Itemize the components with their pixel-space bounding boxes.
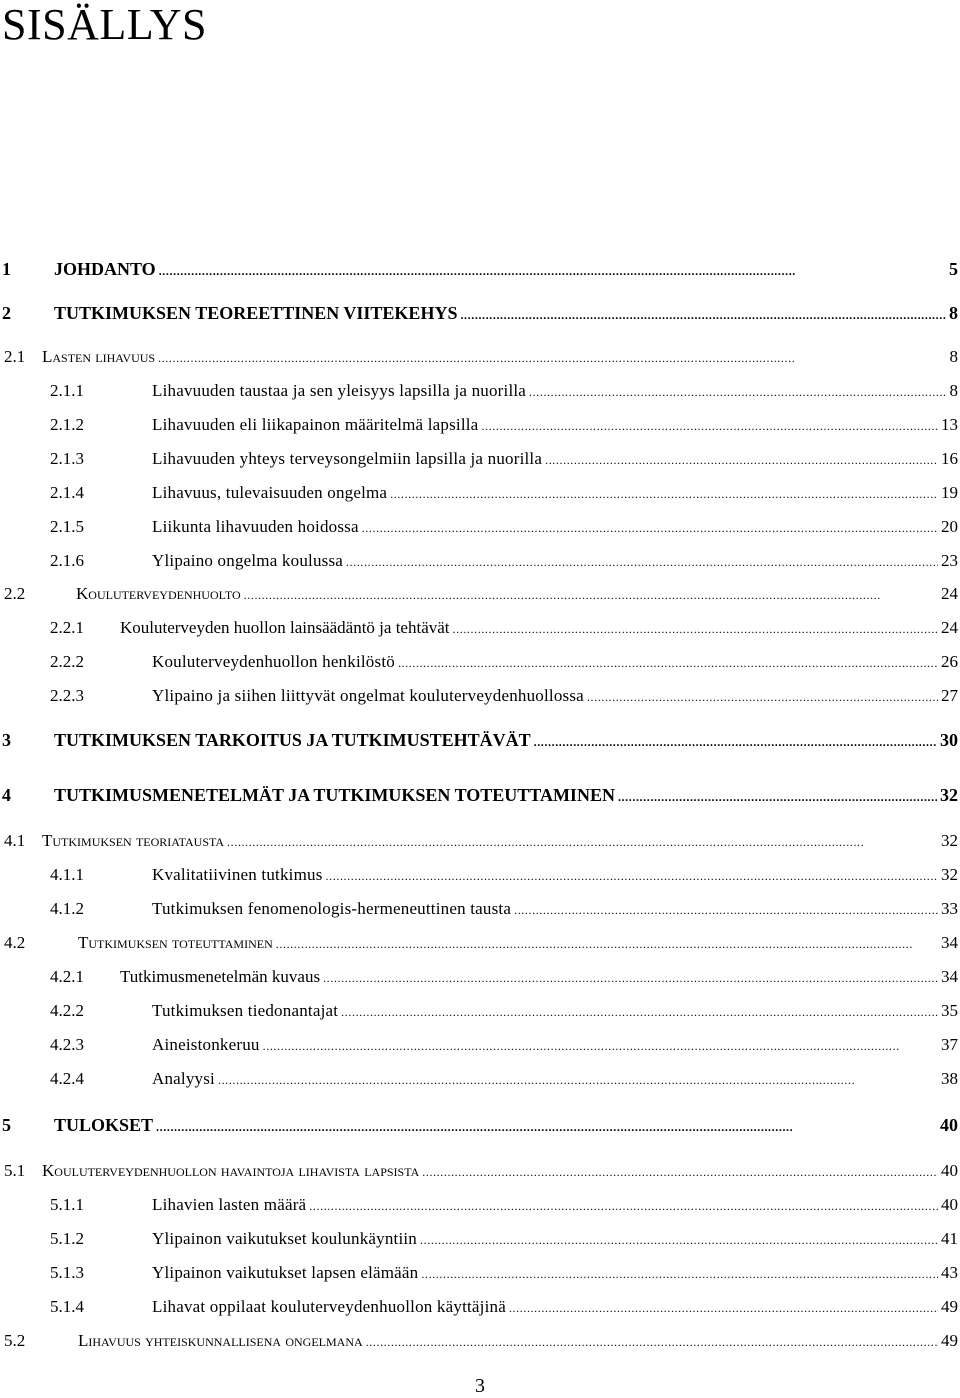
toc-number: 2.1.5 [50, 517, 84, 536]
toc-title: Kouluterveydenhuollon henkilöstö [152, 652, 395, 671]
toc-number: 4.2 [4, 933, 26, 952]
toc-entry-2-1-6[interactable] [0, 550, 960, 572]
toc-number: 4.1.2 [50, 899, 84, 918]
toc-title: Lihavien lasten määrä [152, 1195, 307, 1214]
toc-title: Tutkimuksen teoriatausta [42, 831, 225, 850]
toc-page: 34 [941, 967, 958, 986]
toc-number: 2.1.3 [50, 449, 84, 468]
toc-page: 30 [940, 730, 958, 750]
toc-title: Tutkimuksen tiedonantajat [152, 1001, 339, 1020]
toc-title: Kouluterveyden huollon lainsäädäntö ja tehtävät [120, 618, 450, 637]
toc-page: 8 [949, 347, 958, 366]
toc-number: 2.1 [4, 347, 26, 366]
toc-title: JOHDANTO [54, 259, 156, 279]
dot-leader [326, 864, 938, 887]
toc-page: 32 [941, 865, 958, 884]
toc-entry-2-1-2[interactable] [0, 414, 960, 436]
toc-number: 2.1.1 [50, 381, 84, 400]
dot-leader [323, 966, 938, 989]
toc-entry-5-1[interactable] [0, 1160, 960, 1182]
dot-leader [309, 1194, 938, 1217]
dot-leader [460, 302, 946, 326]
dot-leader [263, 1034, 938, 1057]
toc-page: 24 [941, 584, 958, 603]
page-title: SISÄLLYS [2, 0, 207, 49]
toc-title: Analyysi [152, 1069, 215, 1088]
toc-number: 4.2.4 [50, 1069, 84, 1088]
dot-leader [341, 1000, 938, 1023]
toc-title: TUTKIMUKSEN TARKOITUS JA TUTKIMUSTEHTÄVÄT [54, 730, 531, 750]
toc-number: 5 [2, 1115, 11, 1135]
toc-number: 5.2 [4, 1331, 26, 1350]
toc-title: Aineistonkeruu [152, 1035, 260, 1054]
toc-page: 32 [940, 785, 958, 805]
toc-page: 43 [941, 1263, 958, 1282]
toc-title: Kouluterveydenhuolto [76, 584, 241, 603]
toc-title: Lihavat oppilaat kouluterveydenhuollon käyttäjinä [152, 1297, 506, 1316]
toc-entry-5-1-2[interactable] [0, 1228, 960, 1250]
toc-page: 24 [941, 618, 958, 637]
toc-title: Tutkimuksen fenomenologis-hermeneuttinen tausta [152, 899, 512, 918]
toc-entry-4-2[interactable] [0, 932, 960, 954]
page-number: 3 [475, 1375, 485, 1397]
toc-entry-4-2-2[interactable] [0, 1000, 960, 1022]
toc-title: Ylipainon vaikutukset lapsen elämään [152, 1263, 419, 1282]
toc-number: 2.2.3 [50, 686, 84, 705]
dot-leader [618, 784, 937, 808]
toc-entry-2-1-3[interactable] [0, 448, 960, 470]
toc-title: Lihavuuden yhteys terveysongelmiin lapsilla ja nuorilla [152, 449, 543, 468]
toc-page: 20 [941, 517, 958, 536]
toc-title: Lihavuus yhteiskunnallisena ongelmana [78, 1331, 363, 1350]
toc-page: 33 [941, 899, 958, 918]
toc-entry-5-1-4[interactable] [0, 1296, 960, 1318]
toc-page: 35 [941, 1001, 958, 1020]
toc-entry-5[interactable] [0, 1114, 960, 1136]
toc-title: Ylipainon vaikutukset koulunkäyntiin [152, 1229, 418, 1248]
toc-number: 5.1.2 [50, 1229, 84, 1248]
toc-number: 5.1.3 [50, 1263, 84, 1282]
toc-title: Kvalitatiivinen tutkimus [152, 865, 323, 884]
dot-leader [390, 482, 938, 505]
toc-number: 2 [2, 303, 11, 323]
toc-entry-2-2-2[interactable] [0, 651, 960, 673]
toc-page: 34 [941, 933, 958, 952]
toc-number: 4.1 [4, 831, 26, 850]
toc-page: 16 [941, 449, 958, 468]
toc-entry-1[interactable] [0, 258, 960, 280]
toc-number: 2.2 [4, 584, 26, 603]
toc-entry-2-1-5[interactable] [0, 516, 960, 538]
toc-number: 5.1.4 [50, 1297, 84, 1316]
toc-number: 2.1.6 [50, 551, 84, 570]
dot-leader [156, 1114, 937, 1138]
toc-page: 49 [941, 1297, 958, 1316]
dot-leader [587, 685, 938, 708]
toc-entry-4-2-4[interactable] [0, 1068, 960, 1090]
toc-number: 4.1.1 [50, 865, 84, 884]
toc-page: 23 [941, 551, 958, 570]
dot-leader [514, 898, 938, 921]
dot-leader [276, 932, 938, 955]
toc-page: 26 [941, 652, 958, 671]
toc-page: 49 [941, 1331, 958, 1350]
dot-leader [453, 617, 938, 640]
toc-page: 37 [941, 1035, 958, 1054]
toc-entry-4[interactable] [0, 784, 960, 806]
toc-entry-2-1[interactable] [0, 346, 960, 368]
dot-leader [227, 830, 938, 853]
toc-entry-4-2-1[interactable] [0, 966, 960, 988]
toc-entry-4-2-3[interactable] [0, 1034, 960, 1056]
dot-leader [481, 414, 938, 437]
dot-leader [366, 1330, 938, 1353]
toc-entry-2-2-3[interactable] [0, 685, 960, 707]
dot-leader [420, 1228, 938, 1251]
toc-title: Ylipaino ongelma koulussa [152, 551, 344, 570]
toc-title: TUTKIMUSMENETELMÄT JA TUTKIMUKSEN TOTEUTTAMINEN [54, 785, 615, 805]
dot-leader [346, 550, 938, 573]
toc-title: Lihavuuden eli liikapainon määritelmä lapsilla [152, 415, 479, 434]
toc-page: 40 [940, 1115, 958, 1135]
toc-title: TULOKSET [54, 1115, 154, 1135]
toc-entry-5-1-3[interactable] [0, 1262, 960, 1284]
dot-leader [529, 380, 946, 403]
toc-page: 8 [949, 303, 958, 323]
toc-title: Tutkimusmenetelmän kuvaus [120, 967, 321, 986]
dot-leader [509, 1296, 938, 1319]
toc-number: 2.1.4 [50, 483, 84, 502]
toc-number: 4 [2, 785, 11, 805]
toc-number: 2.2.2 [50, 652, 84, 671]
toc-page: 19 [941, 483, 958, 502]
toc-entry-5-1-1[interactable] [0, 1194, 960, 1216]
toc-entry-4-1-2[interactable] [0, 898, 960, 920]
toc-entry-4-1-1[interactable] [0, 864, 960, 886]
toc-title: Lihavuuden taustaa ja sen yleisyys lapsilla ja nuorilla [152, 381, 527, 400]
toc-number: 3 [2, 730, 11, 750]
toc-entry-3[interactable] [0, 729, 960, 751]
toc-title: Lasten lihavuus [42, 347, 156, 366]
toc-number: 5.1.1 [50, 1195, 84, 1214]
toc-page: 5 [949, 259, 958, 279]
toc-page: 32 [941, 831, 958, 850]
toc-page: 41 [941, 1229, 958, 1248]
dot-leader [244, 583, 938, 606]
dot-leader [218, 1068, 938, 1091]
dot-leader [362, 516, 938, 539]
dot-leader [422, 1160, 938, 1183]
toc-entry-2-1-1[interactable] [0, 380, 960, 402]
toc-number: 1 [2, 259, 11, 279]
toc-page: 8 [949, 381, 958, 400]
toc-entry-4-1[interactable] [0, 830, 960, 852]
toc-title: Kouluterveydenhuollon havaintoja lihavista lapsista [42, 1161, 420, 1180]
dot-leader [398, 651, 938, 674]
toc-title: Lihavuus, tulevaisuuden ongelma [152, 483, 388, 502]
toc-title: Tutkimuksen toteuttaminen [78, 933, 273, 952]
toc-page: 13 [941, 415, 958, 434]
toc-number: 4.2.3 [50, 1035, 84, 1054]
toc-number: 2.1.2 [50, 415, 84, 434]
toc-number: 2.2.1 [50, 618, 84, 637]
toc-page: 40 [941, 1161, 958, 1180]
dot-leader [158, 346, 946, 369]
dot-leader [534, 729, 937, 753]
toc-entry-2-2-1[interactable] [0, 617, 960, 639]
toc-title: Ylipaino ja siihen liittyvät ongelmat kouluterveydenhuollossa [152, 686, 584, 705]
toc-entry-2[interactable] [0, 302, 960, 324]
toc-number: 4.2.2 [50, 1001, 84, 1020]
toc-title: TUTKIMUKSEN TEOREETTINEN VIITEKEHYS [54, 303, 458, 323]
toc-entry-5-2[interactable] [0, 1330, 960, 1352]
toc-page: 27 [941, 686, 958, 705]
dot-leader [159, 258, 946, 282]
toc-page: 38 [941, 1069, 958, 1088]
dot-leader [545, 448, 938, 471]
toc-entry-2-2[interactable] [0, 583, 960, 605]
toc-number: 5.1 [4, 1161, 26, 1180]
toc-number: 4.2.1 [50, 967, 84, 986]
dot-leader [421, 1262, 938, 1285]
toc-entry-2-1-4[interactable] [0, 482, 960, 504]
toc-title: Liikunta lihavuuden hoidossa [152, 517, 359, 536]
toc-page: 40 [941, 1195, 958, 1214]
